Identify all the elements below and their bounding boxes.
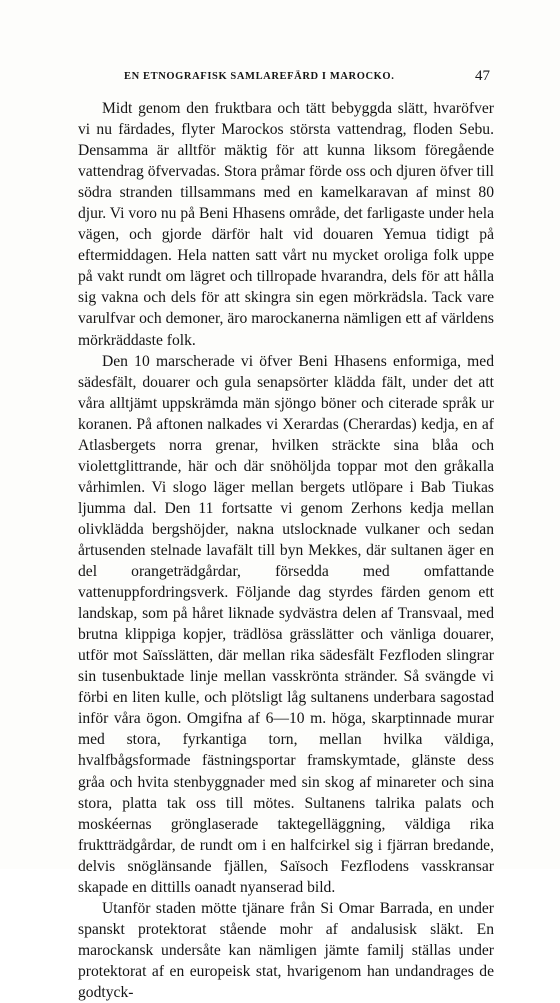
body-text <box>78 98 494 1003</box>
paragraph-2: Den 10 marscherade vi öfver Beni Hhasens enformiga, med sädesfält, douarer och gula senapsörter klädda fält, under det att våra alltjämt uppskrämda män sjöngo böner och citerade språk ur koranen. På aftonen nalkades vi Xerardas (Cherardas) kedja, en af Atlasbergets norra grenar, hvilken sträckte sina blåa och violettglittrande, här och där snöhöljda toppar mot den gråkalla vårhimlen. Vi slogo läger mellan bergets utlöpare i Bab Tiukas ljumma dal. Den 11 fortsatte vi genom Zerhons kedja mellan olivklädda bergshöjder, nakna utslocknade vulkaner och sedan årtusenden stelnade lavafält till byn Mekkes, där sultanen äger en del orangeträdgårdar, försedda med omfattande vattenuppfordringsverk. Följande dag styrdes färden genom ett landskap, som på håret liknade sydvästra delen af Transvaal, med brutna klippiga kopjer, trädlösa grässlätter och vänliga douarer, utför mot Saïsslätten, där mellan rika sädesfält Fezfloden slingrar sin tusenbuktade linje mellan vasskrönta stränder. Så svängde vi förbi en liten kulle, och plötsligt låg sultanens underbara sagostad inför våra ögon. Omgifna af 6—10 m. höga, skarptinnade murar med stora, fyrkantiga torn, mellan hvilka väldiga, hvalfbågsformade fästningsportar framskymtade, glänste dess gråa och hvita stenbyggnader med sin skog af minareter och sina stora, platta tak oss till mötes. Sultanens talrika palats och moskéernas grönglaserade taktegelläggning, väldiga rika fruktträdgårdar, de rundt om i en halfcirkel sig i fjärran bredande, delvis snöglänsande fjällen, Saïsoch Fezflodens vasskransar skapade en dittills oanadt nyanserad bild. <box>78 352 494 896</box>
page-number: 47 <box>475 68 490 84</box>
paragraph-3: Utanför staden mötte tjänare från Si Omar Barrada, en under spanskt protektorat stående mohr af andalusisk släkt. En marockansk undersåte kan nämligen jämte familj ställas under protektorat af en europeisk stat, hvarigenom han undandrages de godtyck- <box>78 899 494 1001</box>
page-header <box>80 68 490 88</box>
paragraph-1: Midt genom den fruktbara och tätt bebyggda slätt, hvaröfver vi nu färdades, flyter Marockos största vattendrag, floden Sebu. Densamma är alltför mäktig för att kunna liksom föregående vattendrag öfvervadas. Stora pråmar förde oss och djuren öfver till södra stranden tillsammans med en kamelkaravan af minst 80 djur. Vi voro nu på Beni Hhasens område, det farligaste under hela vägen, och gjorde därför halt vid douaren Yemua tidigt på eftermiddagen. Hela natten satt vårt nu mycket oroliga folk uppe på vakt rundt om lägret och tillropade hvarandra, dels för att hålla sig vakna och dels för att skingra sin egen mörkrädsla. Tack vare varulfvar och demoner, äro marockanerna nämligen ett af världens mörkräddaste folk. <box>78 100 494 349</box>
running-head: EN ETNOGRAFISK SAMLAREFÄRD I MAROCKO. <box>124 71 395 82</box>
